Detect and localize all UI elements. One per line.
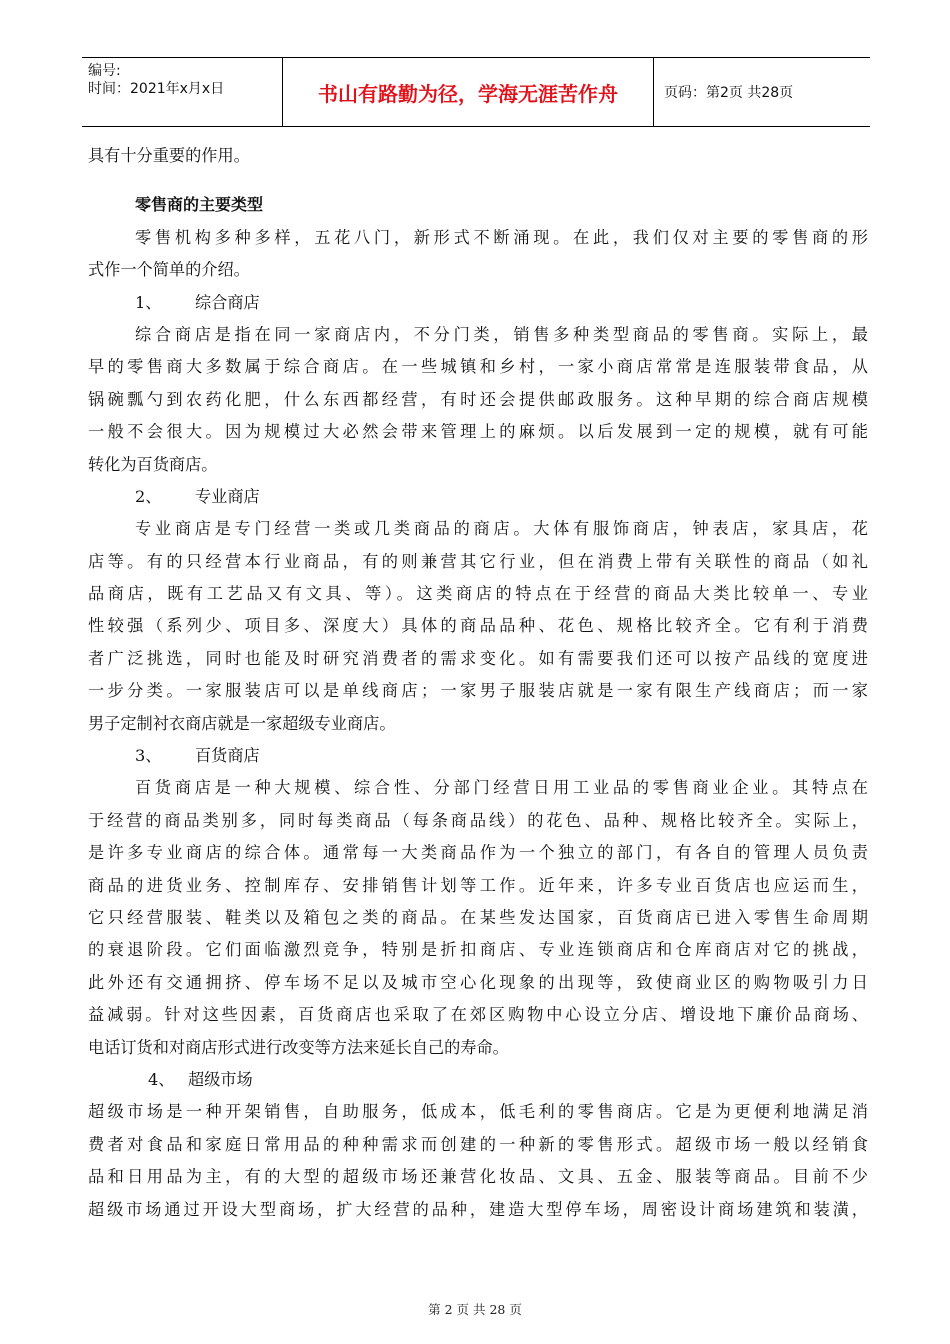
page-header [82, 57, 870, 127]
paragraph-line: 超级市场通过开设大型商场，扩大经营的品种，建造大型停车场，周密设计商场建筑和装潢， [88, 1199, 868, 1219]
paragraph-line: 零售机构多种多样，五花八门，新形式不断涌现。在此，我们仅对主要的零售商的形 [135, 227, 868, 247]
paragraph-line: 综合商店是指在同一家商店内，不分门类，销售多种类型商品的零售商。实际上，最 [135, 324, 868, 344]
paragraph-line: 锅碗瓢勺到农药化肥，什么东西都经营，有时还会提供邮政服务。这种早期的综合商店规模 [88, 389, 868, 409]
paragraph-line: 男子定制衬衣商店就是一家超级专业商店。 [88, 713, 396, 733]
item-title: 专业商店 [195, 486, 260, 506]
item-number: 1、 [135, 292, 162, 312]
paragraph-line: 品商店，既有工艺品又有文具、等）。这类商店的特点在于经营的商品大类比较单一、专业 [88, 584, 868, 604]
item-title: 百货商店 [195, 746, 260, 766]
paragraph-line: 益减弱。针对这些因素，百货商店也采取了在郊区购物中心设立分店、增设地下廉价品商场、 [88, 1005, 868, 1025]
header-meta [82, 58, 282, 126]
paragraph-line: 具有十分重要的作用。 [88, 146, 250, 165]
paragraph-line: 的衰退阶段。它们面临激烈竞争，特别是折扣商店、专业连锁商店和仓库商店对它的挑战， [88, 940, 868, 960]
paragraph-line: 一般不会很大。因为规模过大必然会带来管理上的麻烦。以后发展到一定的规模，就有可能 [88, 422, 868, 442]
paragraph-line: 商品的进货业务、控制库存、安排销售计划等工作。近年来，许多专业百货店也应运而生， [88, 875, 868, 895]
paragraph-line: 它只经营服装、鞋类以及箱包之类的商品。在某些发达国家，百货商店已进入零售生命周期 [88, 907, 868, 927]
paragraph-line: 式作一个简单的介绍。 [88, 260, 250, 280]
item-number: 2、 [135, 486, 162, 506]
paragraph-line: 于经营的商品类别多，同时每类商品（每条商品线）的花色、品种、规格比较齐全。实际上， [88, 810, 868, 830]
paragraph-line: 是许多专业商店的综合体。通常每一大类商品作为一个独立的部门，有各自的管理人员负责 [88, 843, 868, 863]
item-number: 4、 [148, 1069, 175, 1089]
paragraph-line: 此外还有交通拥挤、停车场不足以及城市空心化现象的出现等，致使商业区的购物吸引力日 [88, 972, 868, 992]
paragraph-line: 性较强（系列少、项目多、深度大）具体的商品品种、花色、规格比较齐全。它有利于消费 [88, 616, 868, 636]
paragraph-line: 专业商店是专门经营一类或几类商品的商店。大体有服饰商店，钟表店，家具店，花 [135, 519, 868, 539]
paragraph-line: 店等。有的只经营本行业商品，有的则兼营其它行业，但在消费上带有关联性的商品（如礼 [88, 551, 868, 571]
item-number: 3、 [135, 746, 162, 766]
list-item-heading [88, 1064, 868, 1096]
paragraph-line: 百货商店是一种大规模、综合性、分部门经营日用工业品的零售商业企业。其特点在 [135, 778, 868, 798]
document-body [88, 140, 868, 1226]
page-footer: 第 2 页 共 28 页 [428, 1302, 522, 1317]
paragraph-line: 转化为百货商店。 [88, 454, 218, 474]
list-item-heading [88, 481, 868, 513]
header-motto: 书山有路勤为径，学海无涯苦作舟 [282, 58, 654, 126]
paragraph-line: 费者对食品和家庭日常用品的种种需求而创建的一种新的零售形式。超级市场一般以经销食 [88, 1134, 868, 1154]
time-label: 时间：2021年x月x日 [88, 81, 225, 97]
serial-label: 编号: [88, 63, 121, 79]
header-page-info: 页码：第2页 共28页 [664, 85, 794, 101]
list-item-heading [88, 287, 868, 319]
paragraph-line: 超级市场是一种开架销售，自助服务，低成本，低毛利的零售商店。它是为更便利地满足消 [88, 1102, 868, 1122]
section-title: 零售商的主要类型 [135, 195, 264, 215]
item-title: 超级市场 [188, 1069, 253, 1089]
item-title: 综合商店 [195, 292, 260, 312]
paragraph-line: 早的零售商大多数属于综合商店。在一些城镇和乡村，一家小商店常常是连服装带食品，从 [88, 357, 868, 377]
list-item-heading [88, 740, 868, 772]
paragraph-line: 一步分类。一家服装店可以是单线商店；一家男子服装店就是一家有限生产线商店；而一家 [88, 681, 868, 701]
paragraph-line: 者广泛挑选，同时也能及时研究消费者的需求变化。如有需要我们还可以按产品线的宽度进 [88, 648, 868, 668]
paragraph-line: 品和日用品为主，有的大型的超级市场还兼营化妆品、文具、五金、服装等商品。目前不少 [88, 1167, 868, 1187]
paragraph-line: 电话订货和对商店形式进行改变等方法来延长自己的寿命。 [88, 1037, 509, 1057]
